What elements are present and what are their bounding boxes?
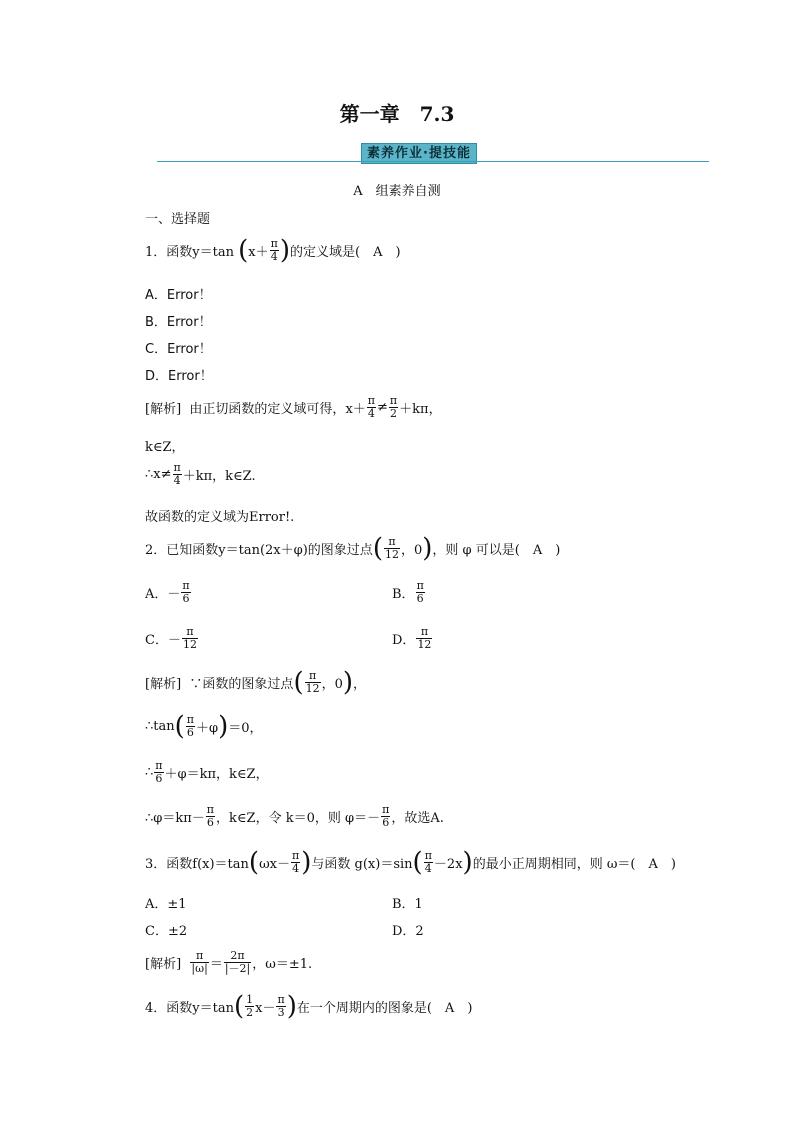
- q2-option-c: C．－ $\frac{\pi}{12}$: [145, 625, 197, 651]
- page-title: 第一章 7.3: [339, 102, 455, 126]
- option-c: C．Error！: [145, 342, 212, 357]
- paren-open: (: [233, 991, 245, 1022]
- fraction: $\frac{\pi}{12}$: [182, 625, 197, 651]
- fraction: $\frac{\pi}{6}$: [382, 803, 390, 829]
- fraction: $\frac{\pi}{2}$: [389, 394, 398, 420]
- fraction: $\frac{\pi}{12}$: [384, 535, 399, 561]
- paren-open: (: [412, 847, 423, 878]
- fraction: $\frac{1}{2}$: [246, 993, 254, 1019]
- analysis-expr: x＋: [345, 402, 366, 417]
- paren-close: ): [462, 847, 473, 878]
- q1-analysis-line-1: [145, 395, 442, 420]
- analysis-tag: [解析]: [145, 677, 182, 692]
- q2-analysis-line-4: ∴φ＝kπ－ $\frac{\pi}{6}$ ，k∈Z，令 k＝0，则 φ＝－ $\frac{\pi}{6}$ ，故选A.: [145, 803, 444, 829]
- q2-option-a: A．－ $\frac{\pi}{6}$: [145, 579, 190, 605]
- paren-open: (: [372, 533, 383, 564]
- question-2-stem: 2．已知函数y＝tan(2x＋φ)的图象过点( $\frac{\pi}{12}$ ，0)，则 φ 可以是( A ): [145, 533, 561, 564]
- fraction: $\frac{\pi}{12}$: [417, 625, 432, 651]
- fraction: $\frac{\pi}{4}$: [292, 849, 300, 875]
- q2-analysis-line-3: ∴ $\frac{\pi}{6}$ ＋φ＝kπ，k∈Z，: [145, 759, 269, 785]
- header-rule: [157, 161, 709, 162]
- q2-option-b: B． $\frac{\pi}{6}$: [392, 579, 424, 605]
- fraction: $\frac{\pi}{4}$: [367, 394, 376, 420]
- question-4-stem: 4．函数y＝tan( $\frac{1}{2}$ x－ $\frac{\pi}{3}$ )在一个周期内的图象是( A ): [145, 991, 473, 1022]
- q3-option-a: A．±1: [145, 897, 187, 912]
- paren-close: ): [342, 667, 354, 698]
- q1-arg: x＋: [248, 245, 269, 260]
- analysis-tag: [解析]: [145, 402, 182, 417]
- paren-close: ): [218, 711, 229, 742]
- section-heading: 一、选择题: [145, 212, 211, 227]
- fraction: $\frac{\pi}{4}$: [270, 237, 278, 263]
- fraction: $\frac{\pi}{6}$: [416, 579, 424, 605]
- q2-option-d: D． $\frac{\pi}{12}$: [392, 625, 432, 651]
- q1-function: y＝tan: [192, 245, 234, 260]
- option-a: A．Error！: [145, 288, 212, 303]
- analysis-text: 由正切函数的定义域可得，: [189, 402, 346, 417]
- analysis-tag: [解析]: [145, 957, 182, 972]
- paren-close: ): [279, 235, 291, 266]
- q2-analysis-line-2: ∴tan( $\frac{\pi}{6}$ ＋φ)＝0，: [145, 711, 263, 742]
- paren-open: (: [174, 711, 185, 742]
- fraction: $\frac{\pi}{|\omega|}$: [191, 949, 208, 975]
- paren-close: ): [422, 533, 433, 564]
- fraction: $\frac{\pi}{6}$: [206, 803, 215, 829]
- q1-analysis-line-2: k∈Z，: [145, 440, 185, 455]
- q1-analysis-line-3: ∴x≠ $\frac{\pi}{4}$ ＋kπ，k∈Z.: [145, 461, 256, 487]
- group-heading: A 组素养自测: [353, 184, 441, 199]
- question-3-stem: 3．函数f(x)＝tan(ωx－ $\frac{\pi}{4}$ )与函数 g(x)＝sin( $\frac{\pi}{4}$ －2x)的最小正周期相同，则 ω＝( A ): [145, 847, 676, 878]
- paren-close: ): [301, 847, 312, 878]
- q3-option-c: C．±2: [145, 924, 188, 939]
- fraction: $\frac{\pi}{4}$: [173, 461, 181, 487]
- paren-open: (: [248, 847, 260, 878]
- fraction: $\frac{\pi}{6}$: [182, 579, 190, 605]
- paren-open: (: [238, 235, 249, 266]
- fraction: $\frac{\pi}{4}$: [424, 849, 432, 875]
- q3-analysis: [解析] $\frac{\pi}{|\omega|}$ ＝ $\frac{2\pi}{|-2|}$ ，ω＝±1.: [145, 949, 313, 975]
- paren-open: (: [293, 667, 304, 698]
- q2-analysis-line-1: [解析] ∵函数的图象过点( $\frac{\pi}{12}$ ，0)，: [145, 667, 367, 698]
- q1-stem-prefix: 1．函数: [145, 245, 193, 260]
- fraction: $\frac{\pi}{6}$: [186, 713, 195, 739]
- fraction: $\frac{\pi}{3}$: [277, 993, 285, 1019]
- analysis-tail: ＋kπ，: [399, 402, 442, 417]
- option-b: B．Error！: [145, 315, 212, 330]
- q3-option-b: B．1: [392, 897, 423, 912]
- analysis-neq: ≠: [377, 400, 388, 415]
- fraction: $\frac{\pi}{12}$: [305, 669, 320, 695]
- q1-stem-suffix: 的定义域是( A ): [290, 245, 401, 260]
- option-d: D．Error！: [145, 369, 213, 384]
- q3-option-d: D．2: [392, 924, 424, 939]
- q1-analysis-line-4: 故函数的定义域为Error!.: [145, 510, 295, 525]
- fraction: $\frac{\pi}{6}$: [155, 759, 163, 785]
- section-banner: 素养作业·提技能: [361, 143, 477, 164]
- fraction: $\frac{2\pi}{|-2|}$: [224, 949, 251, 975]
- paren-close: ): [286, 991, 297, 1022]
- question-1-stem: [145, 235, 401, 266]
